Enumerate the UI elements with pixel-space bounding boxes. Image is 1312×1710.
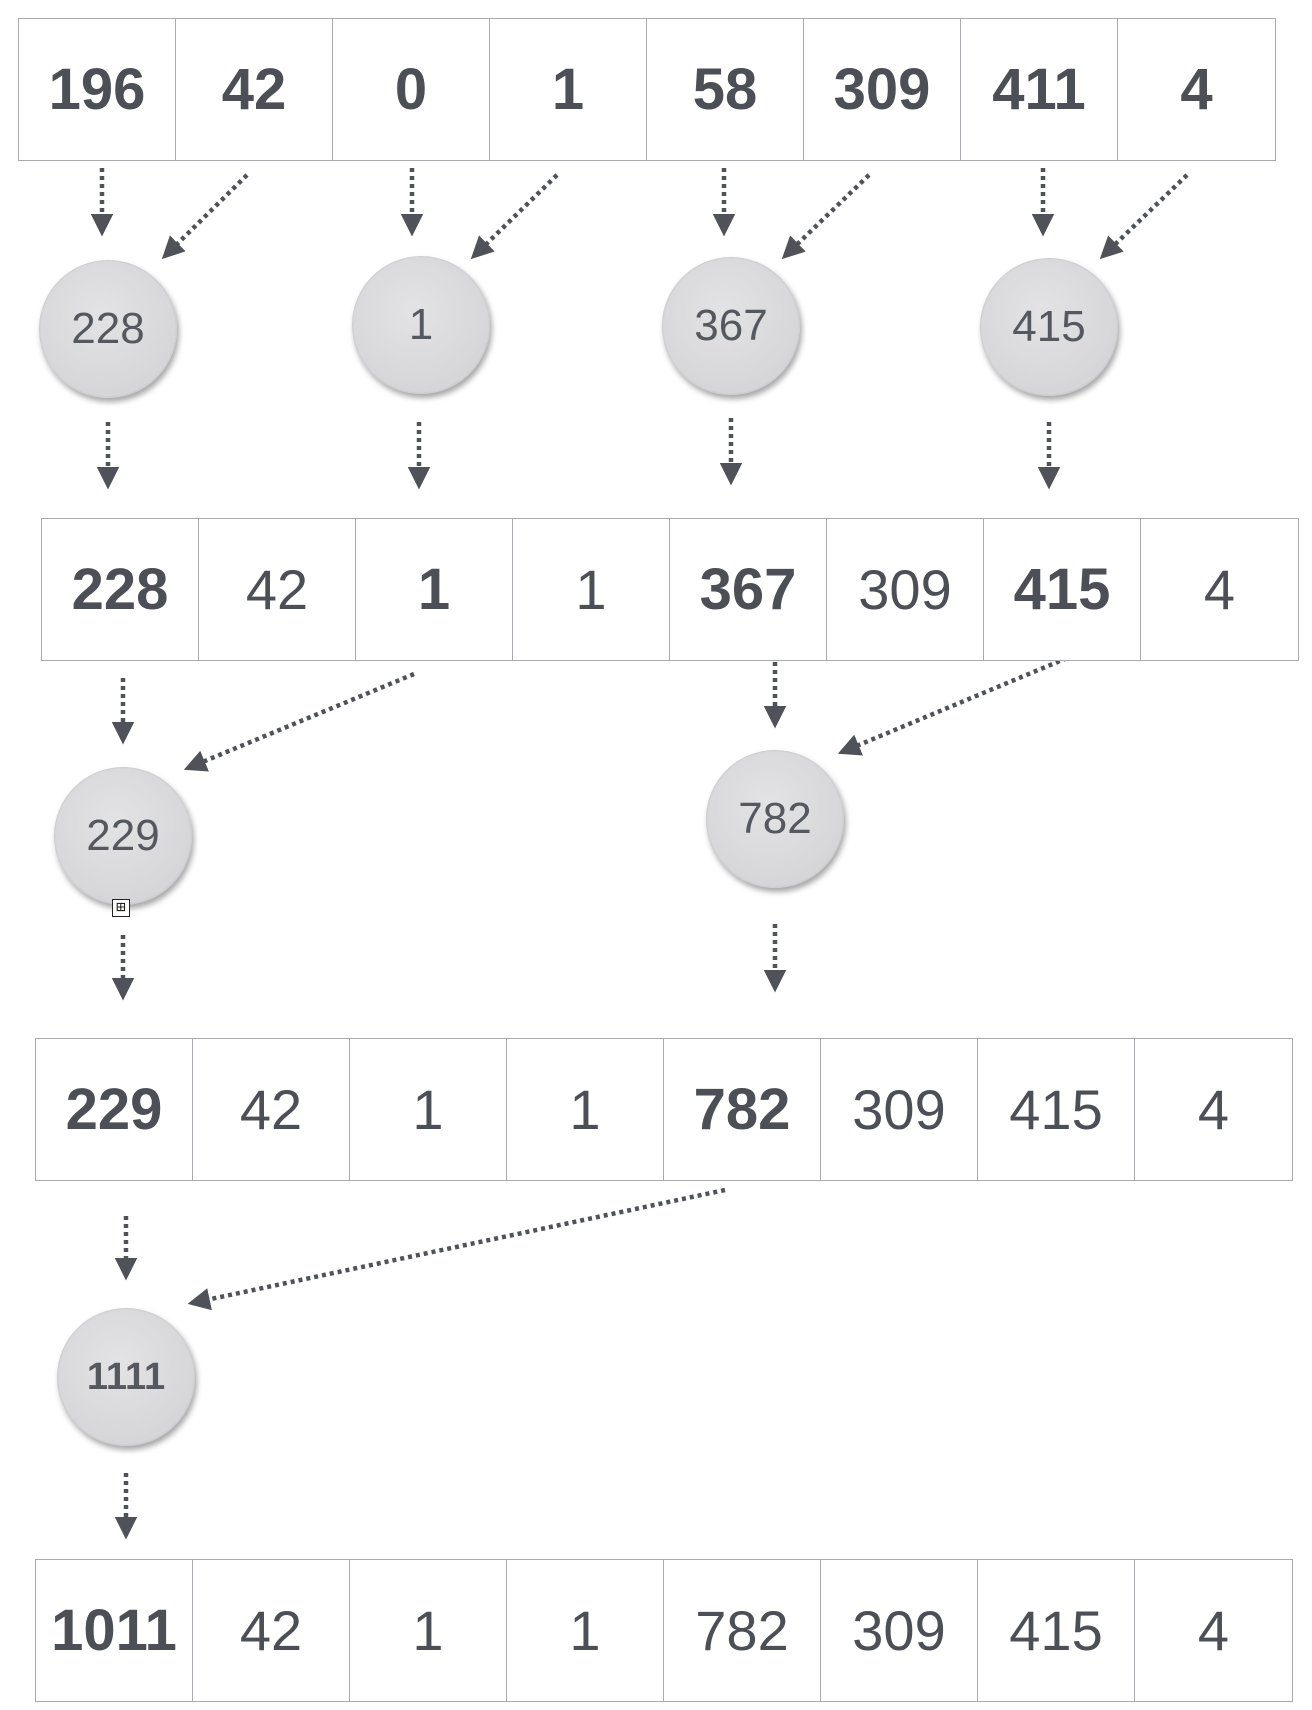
node-label: 228	[71, 304, 145, 353]
array-cell: 229	[36, 1039, 193, 1180]
array-cell: 782	[664, 1560, 821, 1701]
node-label: 415	[1012, 302, 1086, 351]
array-cell: 42	[193, 1039, 350, 1180]
array-cell: 4	[1197, 1078, 1230, 1141]
array-cell: 367	[670, 519, 827, 660]
array-cell: 1	[350, 1039, 507, 1180]
array-cell: 309	[827, 519, 984, 660]
array-cell: 4	[1197, 1599, 1230, 1662]
node-label: 367	[694, 301, 768, 350]
array-cell: 228	[42, 519, 199, 660]
array-cell: 1	[507, 1039, 664, 1180]
node-label: 229	[86, 811, 160, 860]
sum-node-367	[662, 257, 800, 395]
array-cell: 782	[664, 1039, 821, 1180]
row-step-2	[35, 1038, 1293, 1181]
array-cell: 415	[984, 519, 1141, 660]
array-cell: 1	[490, 19, 647, 160]
array-cell: 1	[507, 1560, 664, 1701]
dotted-arrow	[785, 175, 869, 256]
sum-node-1111	[57, 1308, 195, 1446]
array-cell: 309	[804, 19, 961, 160]
array-cell: 1011	[36, 1560, 193, 1701]
array-cell: 0	[333, 19, 490, 160]
sum-node-782	[706, 750, 844, 888]
row-step-1	[41, 518, 1299, 661]
array-cell: 415	[978, 1039, 1135, 1180]
array-cell: 42	[176, 19, 333, 160]
sum-node-228	[39, 260, 177, 398]
sum-node-229	[54, 767, 192, 905]
dotted-arrow	[842, 658, 1067, 752]
array-cell: 42	[193, 1560, 350, 1701]
array-cell: 1	[356, 519, 513, 660]
array-cell: 42	[199, 519, 356, 660]
array-cell: 1	[350, 1560, 507, 1701]
row-final	[35, 1559, 1293, 1702]
node-label: 1	[408, 300, 434, 349]
array-cell: 415	[978, 1560, 1135, 1701]
array-cell: 58	[647, 19, 804, 160]
dotted-arrow	[1103, 175, 1187, 256]
node-label: 782	[738, 794, 812, 843]
dotted-arrow	[188, 674, 414, 768]
sum-node-415	[980, 258, 1118, 396]
row-initial	[18, 18, 1276, 161]
dotted-arrow	[192, 1190, 725, 1303]
node-label: 1111	[86, 1355, 166, 1398]
array-cell: 309	[821, 1560, 978, 1701]
array-cell: 1	[513, 519, 670, 660]
expand-toggle-icon[interactable]: ⊞	[112, 899, 130, 917]
array-cell: 4	[1203, 558, 1236, 621]
dotted-arrow	[474, 175, 557, 256]
dotted-arrow	[165, 175, 247, 256]
array-cell: 196	[19, 19, 176, 160]
array-cell: 309	[821, 1039, 978, 1180]
array-cell: 4	[1180, 57, 1213, 122]
array-cell: 411	[961, 19, 1118, 160]
sum-node-1	[352, 256, 490, 394]
